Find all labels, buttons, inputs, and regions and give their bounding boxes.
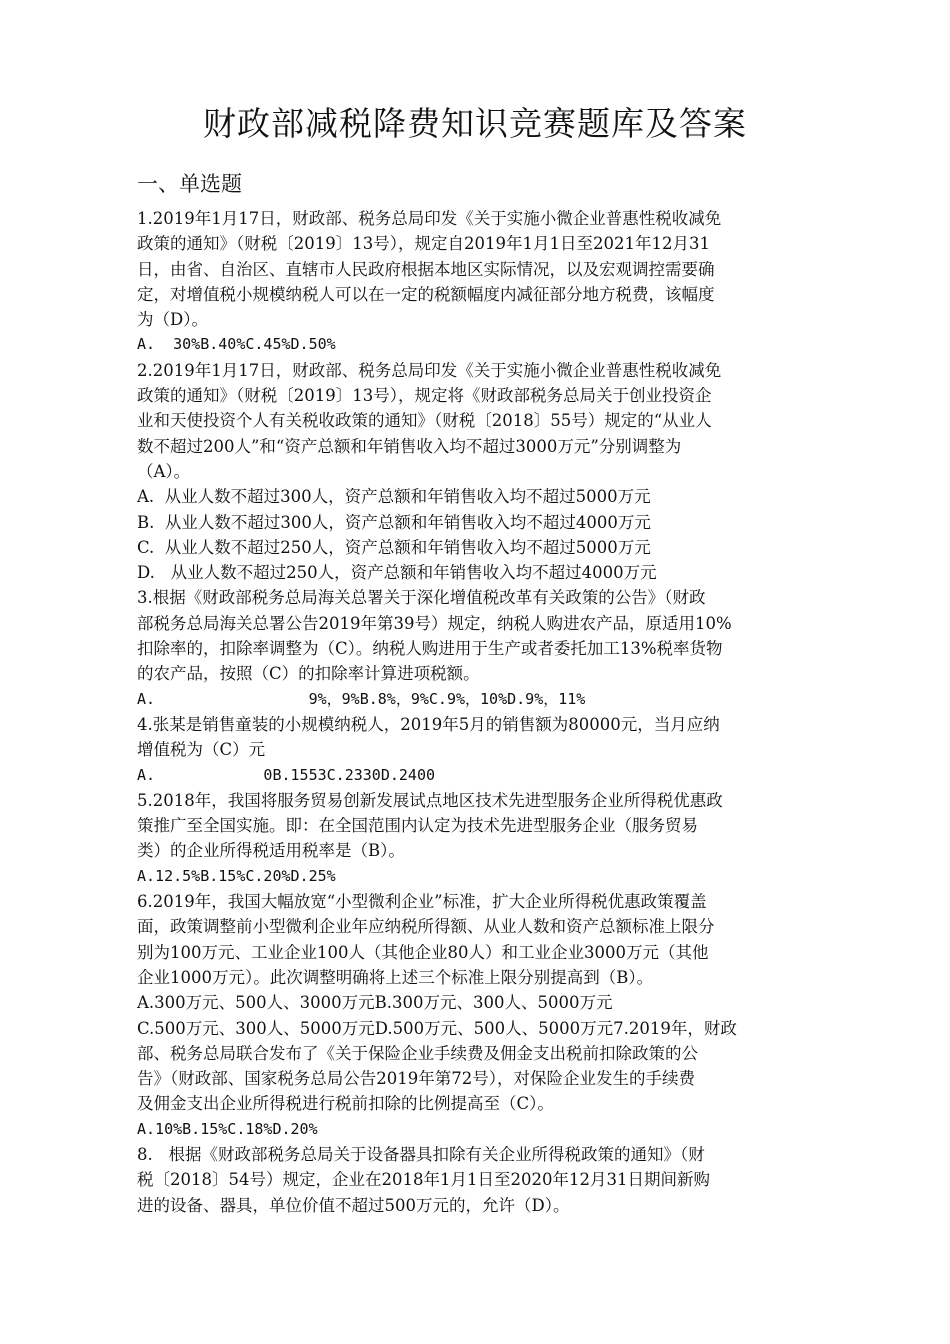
text-line: 8. 根据《财政部税务总局关于设备器具扣除有关企业所得税政策的通知》（财	[137, 1144, 705, 1164]
answer-option: A. 从业人数不超过300人，资产总额和年销售收入均不超过5000万元	[137, 487, 651, 507]
answer-options: A.10%B.15%C.18%D.20%	[137, 1119, 318, 1138]
text-line: 扣除率的，扣除率调整为（C）。纳税人购进用于生产或者委托加工13%税率货物	[137, 639, 723, 659]
text-line: 类）的企业所得税适用税率是（B）。	[137, 841, 405, 861]
text-line: 6.2019年，我国大幅放宽“小型微利企业”标准，扩大企业所得税优惠政策覆盖	[137, 892, 707, 912]
text-line: 告》（财政部、国家税务总局公告2019年第72号），对保险企业发生的手续费	[137, 1069, 695, 1089]
answer-options: A.300万元、500人、3000万元B.300万元、300人、5000万元	[137, 993, 613, 1013]
text-line: （A）。	[137, 461, 191, 481]
text-line: 为（D）。	[137, 310, 208, 330]
answer-option: D. 从业人数不超过250人，资产总额和年销售收入均不超过4000万元	[137, 563, 657, 583]
text-line: 4.张某是销售童装的小规模纳税人，2019年5月的销售额为80000元，当月应纳	[137, 714, 720, 734]
text-line: 别为100万元、工业企业100人（其他企业80人）和工业企业3000万元（其他	[137, 942, 709, 962]
answer-option: B. 从业人数不超过300人，资产总额和年销售收入均不超过4000万元	[137, 512, 651, 532]
answer-options: A. 9%，9%B.8%，9%C.9%，10%D.9%，11%	[137, 689, 586, 708]
text-line: 面，政策调整前小型微利企业年应纳税所得额、从业人数和资产总额标准上限分	[137, 917, 715, 937]
text-line: 部、税务总局联合发布了《关于保险企业手续费及佣金支出税前扣除政策的公	[137, 1043, 698, 1063]
text-line: 企业1000万元）。此次调整明确将上述三个标准上限分别提高到（B）。	[137, 967, 654, 987]
text-line: 策推广至全国实施。即：在全国范围内认定为技术先进型服务企业（服务贸易	[137, 816, 698, 836]
text-line: 日，由省、自治区、直辖市人民政府根据本地区实际情况，以及宏观调控需要确	[137, 259, 715, 279]
text-line: 政策的通知》（财税〔2019〕13号），规定自2019年1月1日至2021年12月31	[137, 234, 710, 254]
text-line: C.500万元、300人、5000万元D.500万元、500人、5000万元7.2019年，财政	[137, 1018, 737, 1038]
text-line: 税〔2018〕54号）规定，企业在2018年1月1日至2020年12月31日期间新购	[137, 1170, 710, 1190]
text-line: 业和天使投资个人有关税收政策的通知》（财税〔2018〕55号）规定的“从业人	[137, 411, 712, 431]
text-line: 1.2019年1月17日，财政部、税务总局印发《关于实施小微企业普惠性税收减免	[137, 209, 722, 228]
section-heading: 一、单选题	[137, 172, 242, 196]
text-line: 部税务总局海关总署公告2019年第39号）规定，纳税人购进农产品，原适用10%	[137, 613, 732, 633]
text-line: 进的设备、器具，单位价值不超过500万元的，允许（D）。	[137, 1195, 570, 1215]
answer-options: A.12.5%B.15%C.20%D.25%	[137, 866, 336, 885]
text-line: 及佣金支出企业所得税进行税前扣除的比例提高至（C）。	[137, 1094, 554, 1114]
document-body	[137, 206, 822, 1218]
text-line: 定，对增值税小规模纳税人可以在一定的税额幅度内减征部分地方税费，该幅度	[137, 284, 715, 304]
text-line: 5.2018年，我国将服务贸易创新发展试点地区技术先进型服务企业所得税优惠政	[137, 790, 723, 810]
text-line: 增值税为（C）元	[137, 740, 266, 760]
text-line: 3.根据《财政部税务总局海关总署关于深化增值税改革有关政策的公告》（财政	[137, 588, 706, 608]
answer-option: C. 从业人数不超过250人，资产总额和年销售收入均不超过5000万元	[137, 537, 651, 557]
answer-options: A. 0B.1553C.2330D.2400	[137, 765, 436, 784]
text-line: 的农产品，按照（C）的扣除率计算进项税额。	[137, 664, 480, 684]
answer-options: A. 30%B.40%C.45%D.50%	[137, 335, 336, 354]
document-title: 财政部减税降费知识竞赛题库及答案	[203, 104, 747, 143]
text-line: 数不超过200人”和“资产总额和年销售收入均不超过3000万元”分别调整为	[137, 436, 682, 456]
text-line: 2.2019年1月17日，财政部、税务总局印发《关于实施小微企业普惠性税收减免	[137, 360, 722, 380]
text-line: 政策的通知》（财税〔2019〕13号），规定将《财政部税务总局关于创业投资企	[137, 386, 712, 406]
